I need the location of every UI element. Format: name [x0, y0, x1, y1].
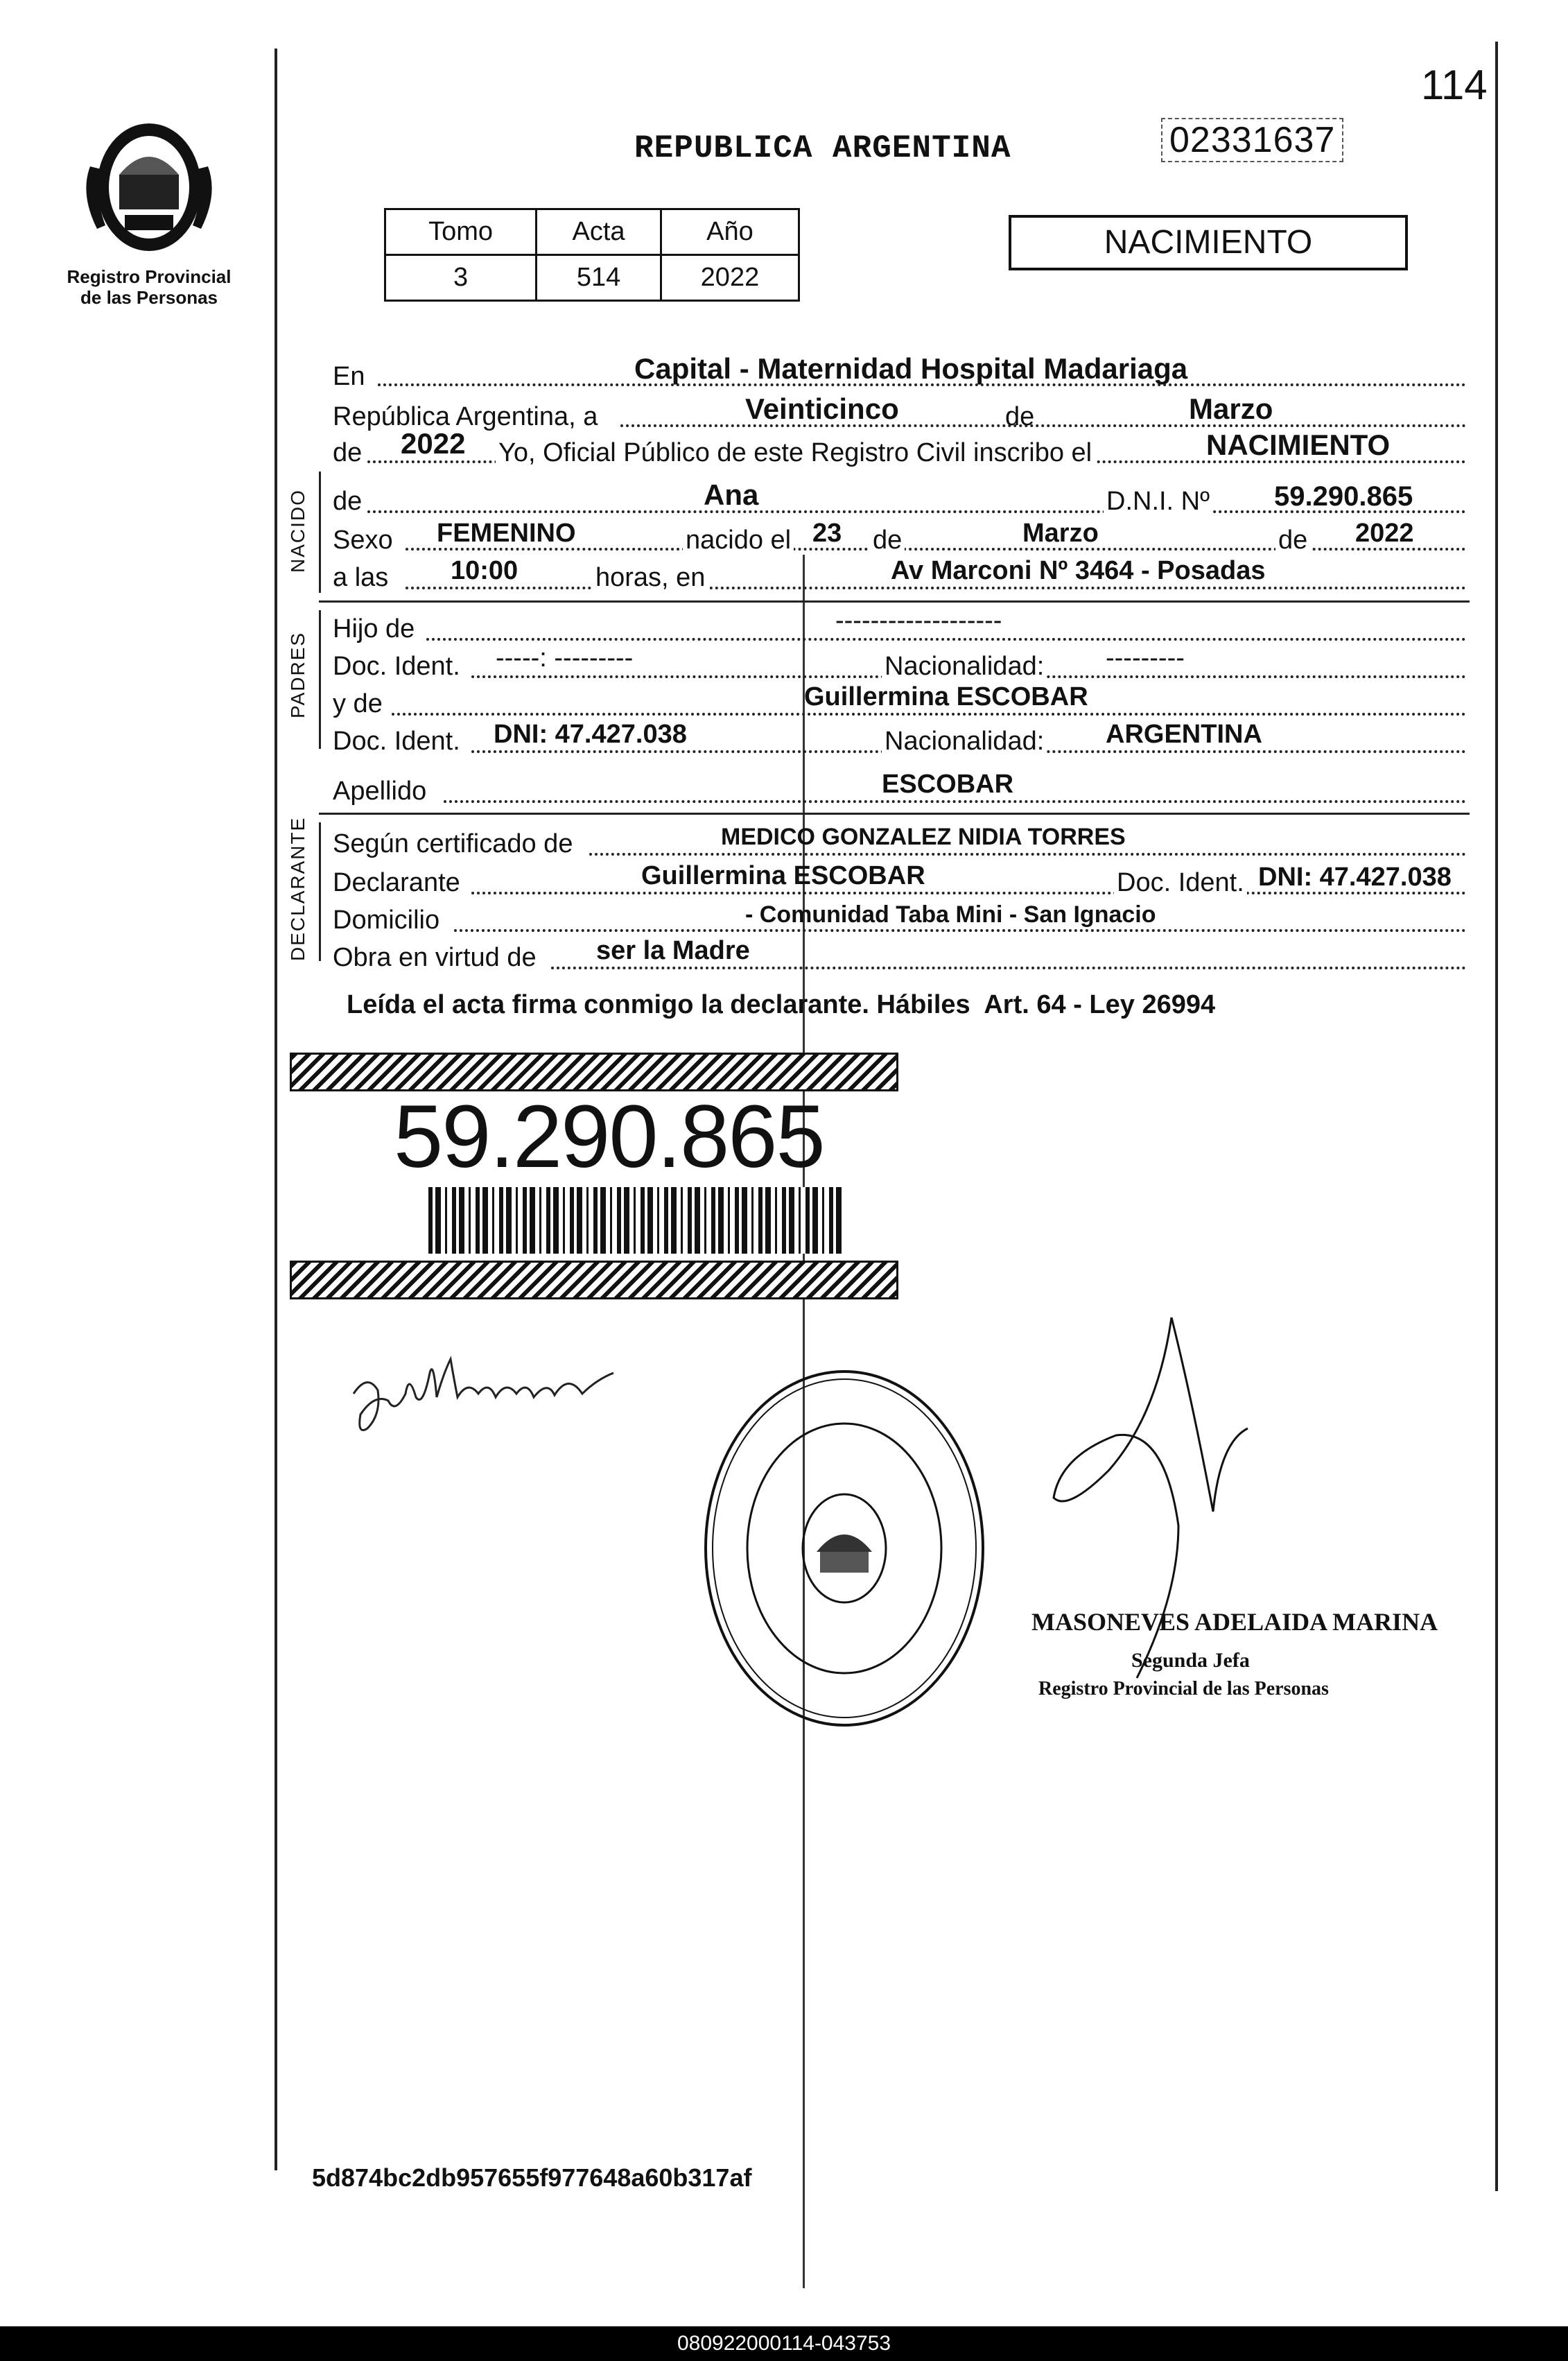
country-title: REPUBLICA ARGENTINA: [634, 130, 1011, 166]
intro-act-kind: NACIMIENTO: [1206, 429, 1391, 461]
nacido-dni-label: D.N.I. Nº: [1104, 487, 1212, 517]
acta-table: [384, 208, 800, 302]
nacido-name: Ana: [704, 478, 759, 511]
y-de-label: y de: [333, 689, 383, 718]
nacido-month: Marzo: [1022, 519, 1099, 548]
dni-stamp: [290, 1053, 894, 1299]
sexo-label: Sexo: [333, 526, 393, 555]
value-anio: 2022: [661, 255, 799, 301]
nacido-dni: 59.290.865: [1274, 481, 1413, 512]
intro-year: 2022: [401, 427, 466, 460]
barcode: [428, 1187, 844, 1254]
nac1-value: ---------: [1106, 643, 1185, 673]
nac1-label: Nacionalidad:: [882, 652, 1047, 682]
footer-bar: [0, 2326, 1568, 2361]
section-declarante: DECLARANTE: [287, 816, 308, 961]
domicilio-label: Domicilio: [333, 906, 440, 935]
a-las-label: a las: [333, 563, 389, 592]
header-acta: Acta: [537, 209, 661, 255]
section-padres: PADRES: [287, 631, 308, 718]
horas-en-label: horas, en: [593, 563, 708, 593]
decl-value: Guillermina ESCOBAR: [641, 861, 925, 890]
nacido-de-label-2: de: [870, 526, 905, 555]
nacido-de-label: de: [333, 487, 363, 516]
madre-value: Guillermina ESCOBAR: [804, 682, 1088, 711]
value-acta: 514: [537, 255, 661, 301]
official-name: MASONEVES ADELAIDA MARINA: [1031, 1608, 1438, 1636]
apellido-value: ESCOBAR: [882, 770, 1014, 799]
nacido-day: 23: [812, 519, 842, 548]
stamp-top-band: [290, 1053, 898, 1091]
document-type: NACIMIENTO: [1104, 224, 1313, 261]
official-role: Segunda Jefa: [1131, 1649, 1250, 1672]
document-hash: 5d874bc2db957655f977648a60b317af: [312, 2163, 752, 2192]
province-logo: [76, 111, 222, 257]
value-tomo: 3: [385, 255, 537, 301]
decl-doc-label: Doc. Ident.: [1114, 868, 1247, 898]
doc1-label: Doc. Ident.: [333, 652, 460, 681]
nac2-label: Nacionalidad:: [882, 727, 1047, 756]
sexo-value: FEMENINO: [437, 519, 576, 548]
nacido-de-label-3: de: [1275, 526, 1310, 555]
lugar-value: Av Marconi Nº 3464 - Posadas: [891, 556, 1266, 585]
nacido-el-label: nacido el: [683, 526, 794, 555]
footer-code: 080922000114-043753: [677, 2332, 891, 2355]
intro-rep-label: República Argentina, a: [333, 402, 598, 431]
doc2-label: Doc. Ident.: [333, 727, 460, 756]
intro-de2-label: de: [333, 438, 363, 467]
decl-label: Declarante: [333, 868, 460, 897]
header-anio: Año: [661, 209, 799, 255]
intro-de-label: de: [1005, 402, 1035, 431]
intro-day: Veinticinco: [745, 392, 899, 425]
right-margin-line: [1495, 42, 1498, 2191]
obra-label: Obra en virtud de: [333, 943, 537, 972]
obra-value: ser la Madre: [596, 936, 750, 965]
nacido-year: 2022: [1355, 519, 1414, 548]
left-margin-line: [275, 49, 277, 2170]
intro-month: Marzo: [1189, 392, 1273, 425]
nac2-value: ARGENTINA: [1106, 720, 1262, 749]
document-type-box: [1009, 215, 1408, 270]
doc2-value: DNI: 47.427.038: [494, 720, 687, 749]
serial-number: 02331637: [1161, 118, 1343, 162]
intro-place: Capital - Maternidad Hospital Madariaga: [634, 352, 1188, 385]
closing-text: Leída el acta firma conmigo la declarante. Hábiles Art. 64 - Ley 26994: [347, 990, 1216, 1019]
official-office: Registro Provincial de las Personas: [1038, 1678, 1329, 1700]
official-seal: [699, 1365, 990, 1732]
domicilio-value: - Comunidad Taba Mini - San Ignacio: [745, 901, 1156, 928]
header-tomo: Tomo: [385, 209, 537, 255]
declarant-signature: [340, 1331, 631, 1449]
hijo-de-label: Hijo de: [333, 614, 415, 643]
hijo-de-value: -------------------: [835, 606, 1002, 635]
stamp-bottom-band: [290, 1261, 898, 1299]
cert-value: MEDICO GONZALEZ NIDIA TORRES: [721, 824, 1126, 850]
intro-en-label: En: [333, 362, 365, 391]
apellido-label: Apellido: [333, 777, 427, 806]
registry-name: Registro Provincial de las Personas: [67, 266, 232, 308]
doc1-value: -----: ---------: [496, 643, 634, 673]
cert-label: Según certificado de: [333, 829, 573, 858]
hora-value: 10:00: [451, 556, 519, 585]
section-nacido: NACIDO: [287, 489, 308, 573]
decl-doc-value: DNI: 47.427.038: [1258, 863, 1452, 892]
stamp-dni-number: 59.290.865: [394, 1087, 824, 1186]
page-number: 114: [1421, 62, 1488, 108]
intro-yo-text: Yo, Oficial Público de este Registro Civil inscribo el: [496, 438, 1095, 468]
